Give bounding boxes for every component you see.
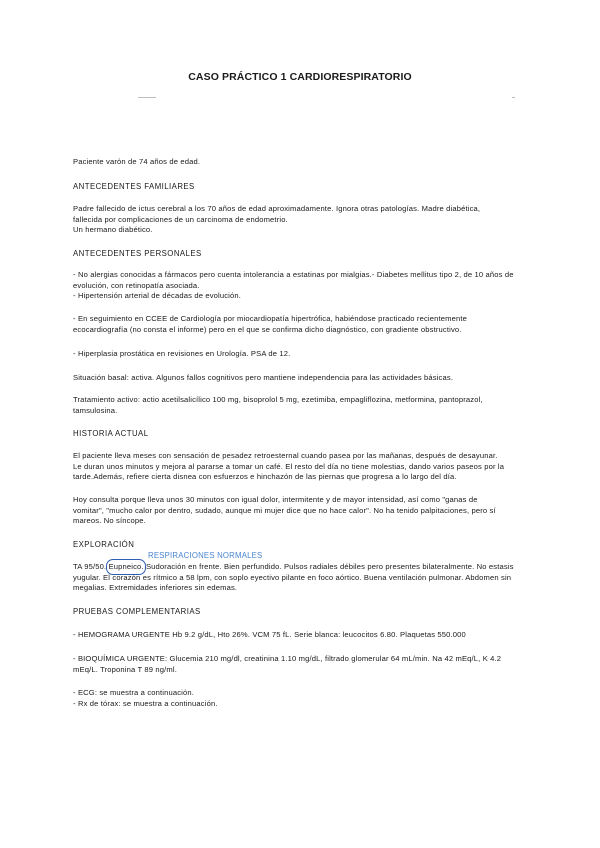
historia-p2 <box>73 495 528 527</box>
text-line: - No alergias conocidas a fármacos pero cuenta intolerancia a estatinas por mialgias.- Diabetes mellitus tipo 2, de 10 años de <box>73 270 514 279</box>
familiares-heading: ANTECEDENTES FAMILIARES <box>73 182 195 191</box>
exploracion-heading: EXPLORACIÓN <box>73 540 135 549</box>
text-line: ecocardiografía (no consta el informe) pero en el que se confirma dicho diagnóstico, con gradiente obstructivo. <box>73 324 462 334</box>
text-line <box>73 562 528 573</box>
blood-pressure: TA 95/50. <box>73 562 107 571</box>
text-fragment: Sudoración en frente. Bien perfundido. Pulsos radiales débiles pero presentes bilateralmente. No estasis <box>145 562 514 571</box>
exploracion-text <box>73 562 528 594</box>
personales-heading: ANTECEDENTES PERSONALES <box>73 249 202 258</box>
other-tests <box>73 688 528 709</box>
text-line: Un hermano diabético. <box>73 225 153 235</box>
text-line: yugular. El corazón es rítmico a 58 lpm, con soplo eyectivo pilante en foco aórtico. Buena ventilación pulmonar. Abdomen sin <box>73 572 512 582</box>
text-line: tarde.Además, refiere cierta disnea con esfuerzos e hinchazón de las piernas que progresa a lo largo del día. <box>73 472 457 482</box>
text-line: - Rx de tórax: se muestra a continuación. <box>73 698 218 708</box>
text-line: evolución, con retinopatía asociada. <box>73 280 200 290</box>
historia-p1 <box>73 451 528 483</box>
text-line: - ECG: se muestra a continuación. <box>73 688 195 697</box>
historia-heading: HISTORIA ACTUAL <box>73 429 149 438</box>
text-line: Padre fallecido de ictus cerebral a los 70 años de edad aproximadamente. Ignora otras patologías. Madre diabética, <box>73 204 481 213</box>
text-line: vomitar", "mucho calor por dentro, sudado, aunque mi mujer dice que no hace calor". No ha tenido palpitaciones, pero sí <box>73 505 496 515</box>
circled-word: Eupneico. <box>108 562 144 571</box>
bioquimica-text <box>73 654 528 675</box>
text-line: tamsulosina. <box>73 405 118 415</box>
personales-p3: - Hiperplasia prostática en revisiones en Urología. PSA de 12. <box>73 349 291 358</box>
text-line: mEq/L. Troponina T 89 ng/ml. <box>73 664 177 674</box>
document-title: CASO PRÁCTICO 1 CARDIORESPIRATORIO <box>188 71 412 83</box>
text-line: Hoy consulta porque lleva unos 30 minutos con igual dolor, intermitente y de mayor intensidad, así como "ganas de <box>73 495 478 504</box>
personales-p4: Situación basal: activa. Algunos fallos cognitivos pero mantiene independencia para las actividades básicas. <box>73 373 454 382</box>
text-line: mareos. No síncope. <box>73 516 146 526</box>
personales-p2 <box>73 314 528 335</box>
hemograma-line: - HEMOGRAMA URGENTE Hb 9.2 g/dL, Hto 26%. VCM 75 fL. Serie blanca: leucocitos 6.80. Plaquetas 550.000 <box>73 630 466 639</box>
familiares-text <box>73 204 528 236</box>
text-line: El paciente lleva meses con sensación de pesadez retroesternal cuando pasea por las mañanas, después de desayunar. <box>73 451 498 460</box>
faint-mark <box>512 97 515 98</box>
personales-p5 <box>73 395 528 416</box>
text-line: Tratamiento activo: actio acetilsalicílico 100 mg, bisoprolol 5 mg, ezetimiba, empagliflozina, metformina, pantoprazol, <box>73 395 483 404</box>
pruebas-heading: PRUEBAS COMPLEMENTARIAS <box>73 607 201 616</box>
handwritten-annotation: RESPIRACIONES NORMALES <box>148 551 263 560</box>
personales-p1 <box>73 270 528 302</box>
text-line: - Hipertensión arterial de décadas de evolución. <box>73 291 242 301</box>
text-line: - En seguimiento en CCEE de Cardiología por miocardiopatía hipertrófica, habiéndose practicado recientemente <box>73 314 467 323</box>
patient-intro: Paciente varón de 74 años de edad. <box>73 157 201 166</box>
text-line: fallecida por complicaciones de un carcinoma de endometrio. <box>73 214 288 224</box>
text-line: Le duran unos minutos y mejora al pararse a tomar un café. El resto del día no tiene molestias, dando varios paseos por la <box>73 461 505 471</box>
text-line: - BIOQUÍMICA URGENTE: Glucemia 210 mg/dl, creatinina 1.10 mg/dL, filtrado glomerular 64 mL/min. Na 42 mEq/L, K 4.2 <box>73 654 502 663</box>
faint-mark <box>138 97 156 98</box>
text-line: megalias. Extremidades inferiores sin edemas. <box>73 583 238 593</box>
